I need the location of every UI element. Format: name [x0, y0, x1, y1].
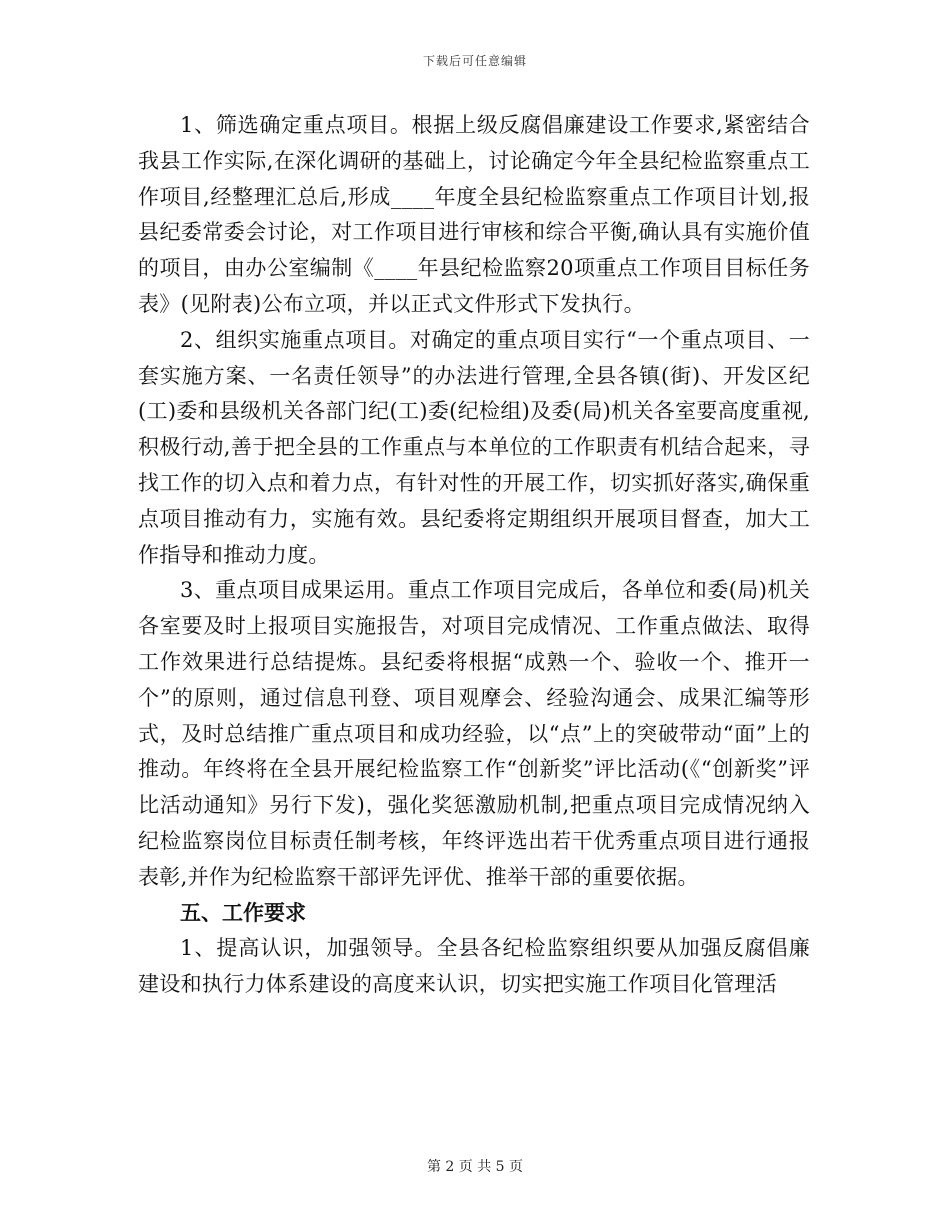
section-heading: 五、工作要求 — [180, 900, 306, 925]
paragraph-3: 3、重点项目成果运用。重点工作项目完成后，各单位和委(局)机关各室要及时上报项目实施报告，对项目完成情况、工作重点做法、取得工作效果进行总结提炼。县纪委将根据“成熟一个、验收一个、推开一个”的原则，通过信息刊登、项目观摩会、经验沟通会、成果汇编等形式，及时总结推广重点项目和成功经验，以“点”上的突破带动“面”上的推动。年终将在全县开展纪检监察工作“创新奖”评比活动(《“创新奖”评比活动通知》另行下发)，强化奖惩激励机制,把重点项目完成情况纳入纪检监察岗位目标责任制考核，年终评选出若干优秀重点项目进行通报表彰,并作为纪检监察干部评先评优、推举干部的重要依据。 — [138, 578, 810, 889]
paragraph-2: 2、组织实施重点项目。对确定的重点项目实行“一个重点项目、一套实施方案、一名责任领导”的办法进行管理,全县各镇(街)、开发区纪(工)委和县级机关各部门纪(工)委(纪检组)及委(局)机关各室要高度重视,积极行动,善于把全县的工作重点与本单位的工作职责有机结合起来，寻找工作的切入点和着力点，有针对性的开展工作，切实抓好落实,确保重点项目推动有力，实施有效。县纪委将定期组织开展项目督查，加大工作指导和推动力度。 — [138, 327, 810, 567]
document-body — [138, 108, 810, 1003]
paragraph-1: 1、筛选确定重点项目。根据上级反腐倡廉建设工作要求,紧密结合我县工作实际,在深化调研的基础上，讨论确定今年全县纪检监察重点工作项目,经整理汇总后,形成____年度全县纪检监察重点工作项目计划,报县纪委常委会讨论，对工作项目进行审核和综合平衡,确认具有实施价值的项目，由办公室编制《____年县纪检监察20项重点工作项目目标任务表》(见附表)公布立项，并以正式文件形式下发执行。 — [138, 113, 810, 316]
page-header: 下载后可任意编辑 — [422, 54, 527, 68]
page-footer: 第 2 页 共 5 页 — [426, 1159, 524, 1175]
paragraph-4: 1、提高认识，加强领导。全县各纪检监察组织要从加强反腐倡廉建设和执行力体系建设的高度来认识，切实把实施工作项目化管理活 — [138, 936, 810, 997]
